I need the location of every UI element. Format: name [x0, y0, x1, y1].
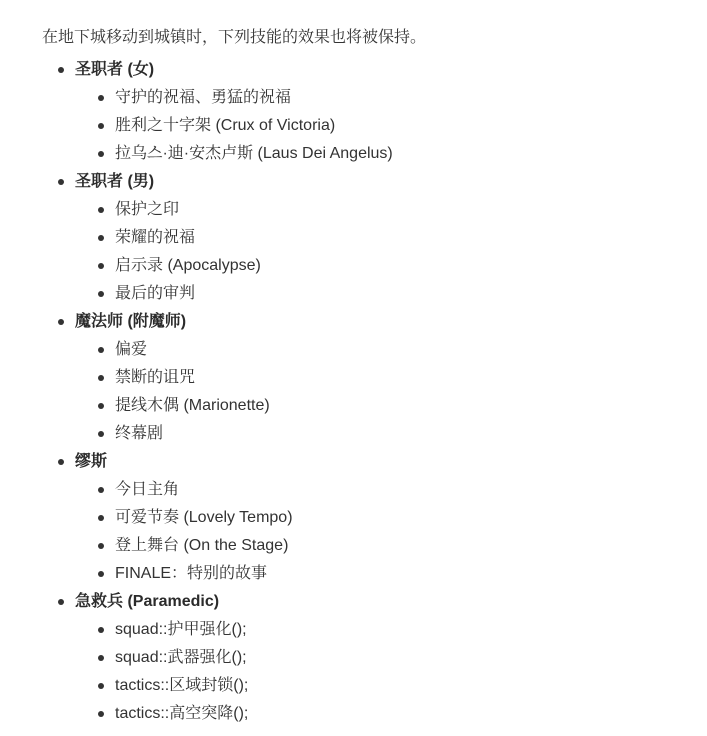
class-section — [75, 56, 687, 168]
skill-item: 胜利之十字架 (Crux of Victoria) — [115, 112, 687, 140]
skill-item: 终幕剧 — [115, 420, 687, 448]
skill-item: 今日主角 — [115, 476, 687, 504]
skill-item: 拉乌스·迪·安杰卢斯 (Laus Dei Angelus) — [115, 140, 687, 168]
skill-item: 提线木偶 (Marionette) — [115, 392, 687, 420]
skill-item: 偏爱 — [115, 336, 687, 364]
skill-item: tactics::高空突降(); — [115, 700, 687, 728]
class-title: 圣职者 (女) — [75, 61, 155, 78]
class-section — [75, 448, 687, 588]
skill-list — [75, 84, 687, 168]
skill-item: FINALE：特别的故事 — [115, 560, 687, 588]
class-section — [75, 168, 687, 308]
class-title: 魔法师 (附魔师) — [75, 313, 187, 330]
skill-item: 守护的祝福、勇猛的祝福 — [115, 84, 687, 112]
skill-item: 禁断的诅咒 — [115, 364, 687, 392]
class-title: 圣职者 (男) — [75, 173, 155, 190]
skill-item: 荣耀的祝福 — [115, 224, 687, 252]
skill-item: 保护之印 — [115, 196, 687, 224]
skill-item: squad::武器强化(); — [115, 644, 687, 672]
skill-list — [75, 616, 687, 728]
class-title: 急救兵 (Paramedic) — [75, 593, 220, 610]
skill-item: 可爱节奏 (Lovely Tempo) — [115, 504, 687, 532]
skill-item: tactics::区域封锁(); — [115, 672, 687, 700]
skill-item: 启示录 (Apocalypse) — [115, 252, 687, 280]
skill-list — [75, 196, 687, 308]
skill-item: 最后的审判 — [115, 280, 687, 308]
class-list — [42, 56, 687, 728]
skill-list — [75, 476, 687, 588]
intro-paragraph: 在地下城移动到城镇时，下列技能的效果也将被保持。 — [42, 29, 427, 46]
skill-list — [75, 336, 687, 448]
skill-item: squad::护甲强化(); — [115, 616, 687, 644]
class-title: 缪斯 — [75, 453, 108, 470]
class-section — [75, 588, 687, 728]
skill-item: 登上舞台 (On the Stage) — [115, 532, 687, 560]
class-section — [75, 308, 687, 448]
